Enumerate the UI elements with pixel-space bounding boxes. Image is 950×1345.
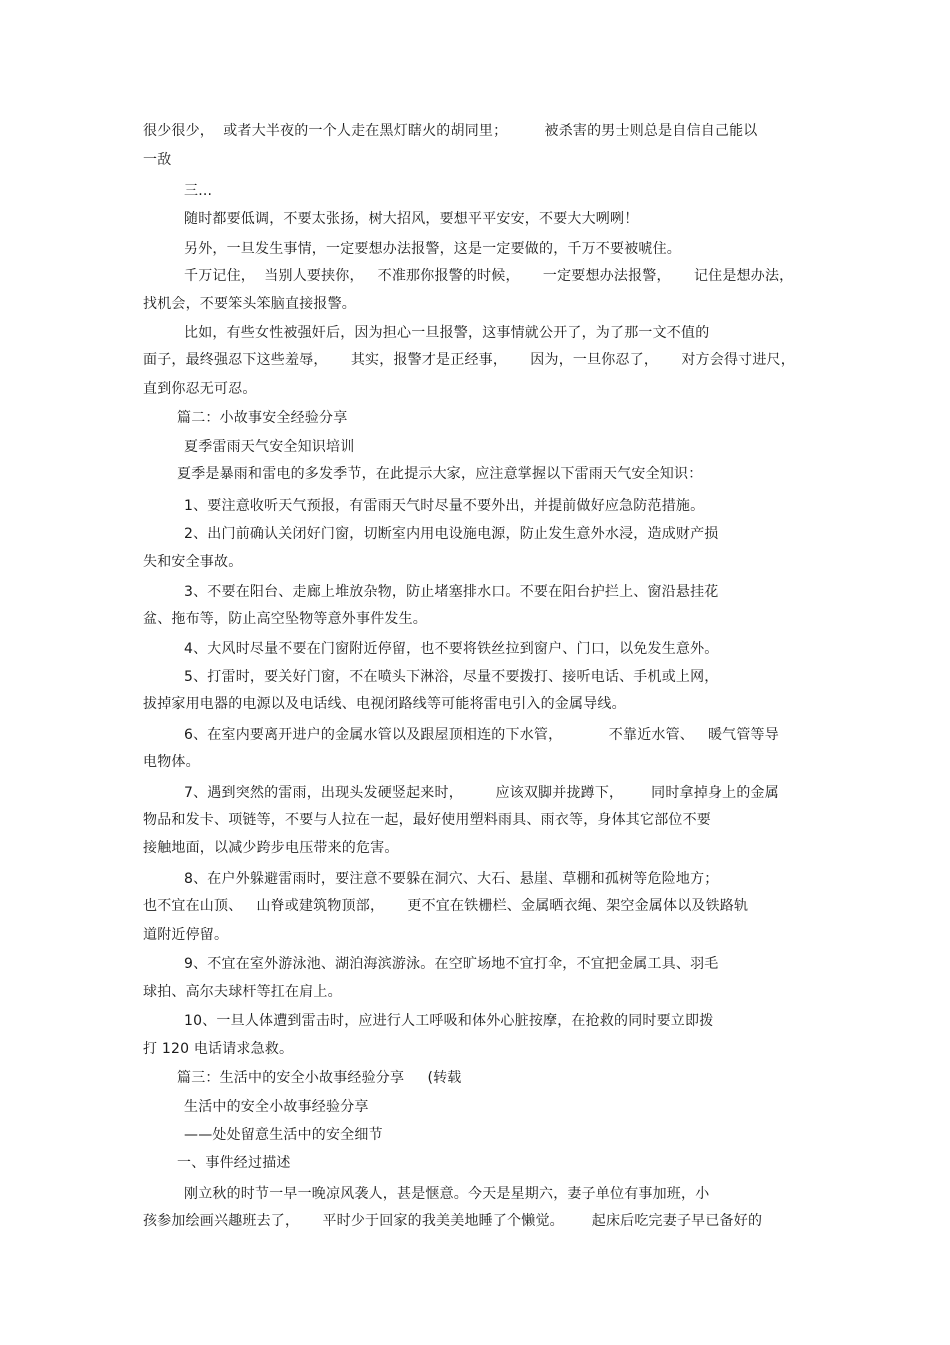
- text-line: 也不宜在山顶、 山脊或建筑物顶部， 更不宜在铁栅栏、金属晒衣绳、架空金属体以及铁路轨: [143, 898, 749, 914]
- text-line: 盆、拖布等，防止高空坠物等意外事件发生。: [143, 611, 427, 627]
- text-line: 拔掉家用电器的电源以及电话线、电视闭路线等可能将雷电引入的金属导线。: [143, 696, 626, 712]
- text-line: 9、不宜在室外游泳池、湖泊海滨游泳。在空旷场地不宜打伞，不宜把金属工具、羽毛: [184, 956, 719, 972]
- text-line: 失和安全事故。: [143, 554, 243, 570]
- text-line: ——处处留意生活中的安全细节: [184, 1127, 383, 1143]
- section-heading: 篇三：生活中的安全小故事经验分享 (转载: [177, 1070, 462, 1086]
- text-line: 夏季是暴雨和雷电的多发季节，在此提示大家，应注意掌握以下雷雨天气安全知识：: [177, 466, 703, 482]
- text-line: 千万记住， 当别人要挟你， 不准那你报警的时候， 一定要想办法报警， 记住是想办法，: [184, 268, 794, 284]
- text-line: 孩参加绘画兴趣班去了， 平时少于回家的我美美地睡了个懒觉。 起床后吃完妻子早已备好的: [143, 1213, 763, 1229]
- text-line: 6、在室内要离开进户的金属水管以及跟屋顶相连的下水管， 不靠近水管、 暖气管等导: [184, 727, 779, 743]
- text-line: 三...: [184, 183, 213, 199]
- text-line: 随时都要低调，不要太张扬，树大招风，要想平平安安，不要大大咧咧！: [184, 211, 639, 227]
- text-line: 4、大风时尽量不要在门窗附近停留，也不要将铁丝拉到窗户、门口，以免发生意外。: [184, 641, 719, 657]
- text-line: 一敌: [143, 152, 172, 168]
- text-line: 打 120 电话请求急救。: [143, 1041, 294, 1057]
- text-line: 另外，一旦发生事情，一定要想办法报警，这是一定要做的，千万不要被唬住。: [184, 241, 681, 257]
- text-line: 球拍、高尔夫球杆等扛在肩上。: [143, 984, 342, 1000]
- text-line: 找机会，不要笨头笨脑直接报警。: [143, 296, 356, 312]
- text-line: 接触地面，以减少跨步电压带来的危害。: [143, 840, 399, 856]
- text-line: 1、要注意收听天气预报，有雷雨天气时尽量不要外出，并提前做好应急防范措施。: [184, 498, 705, 514]
- text-line: 面子，最终强忍下这些羞辱， 其实，报警才是正经事， 因为，一旦你忍了， 对方会得寸进尺，: [143, 352, 795, 368]
- text-line: 物品和发卡、项链等，不要与人拉在一起，最好使用塑料雨具、雨衣等，身体其它部位不要: [143, 812, 711, 828]
- text-line: 很少很少， 或者大半夜的一个人走在黑灯瞎火的胡同里； 被杀害的男士则总是自信自己能以: [143, 123, 758, 139]
- text-line: 生活中的安全小故事经验分享: [184, 1099, 369, 1115]
- text-line: 电物体。: [143, 754, 200, 770]
- text-line: 2、出门前确认关闭好门窗，切断室内用电设施电源，防止发生意外水浸，造成财产损: [184, 526, 719, 542]
- text-line: 比如，有些女性被强奸后，因为担心一旦报警，这事情就公开了，为了那一文不值的: [184, 325, 710, 341]
- section-heading: 篇二：小故事安全经验分享: [177, 410, 348, 426]
- text-line: 7、遇到突然的雷雨，出现头发硬竖起来时， 应该双脚并拢蹲下， 同时拿掉身上的金属: [184, 785, 779, 801]
- text-line: 3、不要在阳台、走廊上堆放杂物，防止堵塞排水口。不要在阳台护拦上、窗沿悬挂花: [184, 584, 719, 600]
- text-line: 8、在户外躲避雷雨时，要注意不要躲在洞穴、大石、悬崖、草棚和孤树等危险地方；: [184, 871, 719, 887]
- text-line: 夏季雷雨天气安全知识培训: [184, 439, 355, 455]
- text-line: 一、事件经过描述: [177, 1155, 291, 1171]
- text-line: 直到你忍无可忍。: [143, 381, 257, 397]
- text-line: 5、打雷时，要关好门窗，不在喷头下淋浴，尽量不要拨打、接听电话、手机或上网，: [184, 669, 719, 685]
- text-line: 10、一旦人体遭到雷击时，应进行人工呼吸和体外心脏按摩，在抢救的同时要立即拨: [184, 1013, 714, 1029]
- text-line: 道附近停留。: [143, 927, 229, 943]
- text-line: 刚立秋的时节一早一晚凉风袭人，甚是惬意。今天是星期六，妻子单位有事加班，小: [184, 1186, 710, 1202]
